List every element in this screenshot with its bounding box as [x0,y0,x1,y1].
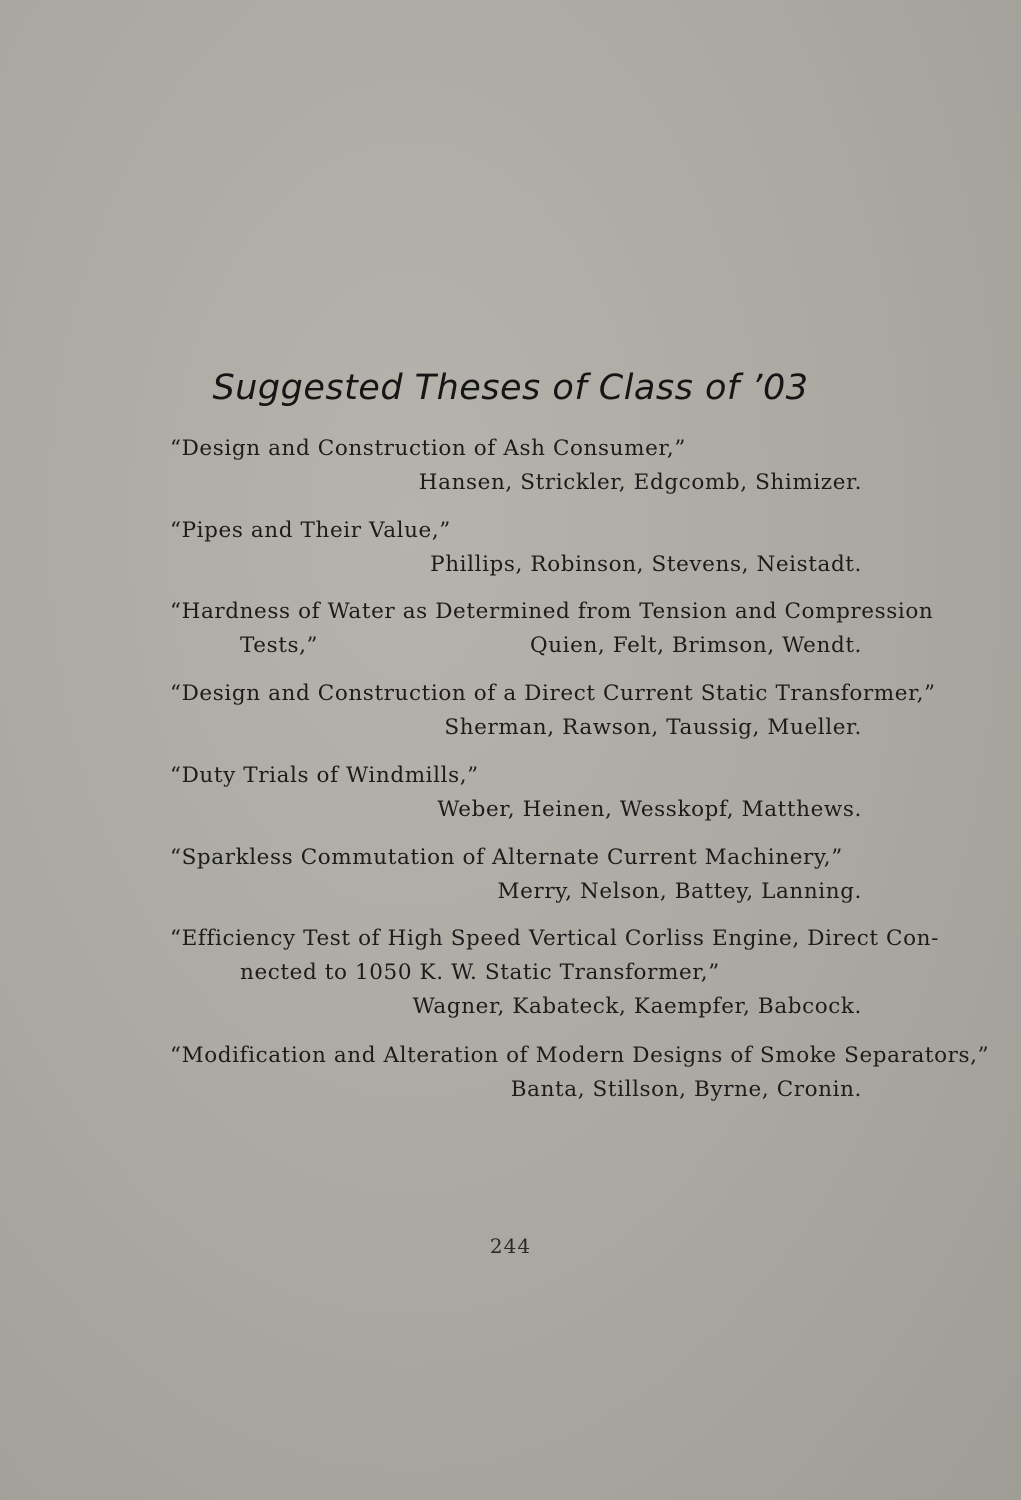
thesis-authors: Quien, Felt, Brimson, Wendt. [529,633,862,658]
thesis-entry [170,759,862,827]
thesis-entry [170,514,862,582]
thesis-title: “Sparkless Commutation of Alternate Current Machinery,” [170,845,843,870]
page-title: Suggested Theses of Class of ’03 [212,368,809,408]
thesis-entry [170,841,862,909]
thesis-title: “Efficiency Test of High Speed Vertical Corliss Engine, Direct Con- [170,926,939,951]
thesis-entry [170,922,939,1024]
thesis-entry [170,432,862,500]
thesis-entry [170,677,936,745]
thesis-authors: Wagner, Kabateck, Kaempfer, Babcock. [412,994,862,1019]
thesis-title: “Pipes and Their Value,” [170,518,451,543]
thesis-authors: Hansen, Strickler, Edgcomb, Shimizer. [418,470,862,495]
thesis-title: “Duty Trials of Windmills,” [170,763,479,788]
thesis-title: “Design and Construction of a Direct Current Static Transformer,” [170,681,936,706]
thesis-title-continuation-row [170,629,862,663]
thesis-entry [170,595,934,663]
thesis-authors: Phillips, Robinson, Stevens, Neistadt. [430,552,862,577]
thesis-title: “Modification and Alteration of Modern Designs of Smoke Separators,” [170,1043,990,1068]
thesis-authors: Banta, Stillson, Byrne, Cronin. [510,1077,862,1102]
thesis-authors: Sherman, Rawson, Taussig, Mueller. [444,715,862,740]
thesis-authors: Weber, Heinen, Wesskopf, Matthews. [437,797,862,822]
thesis-entry [170,1039,990,1107]
thesis-title: “Design and Construction of Ash Consumer,” [170,436,686,461]
thesis-title: “Hardness of Water as Determined from Tension and Compression [170,599,934,624]
thesis-title-continuation: Tests,” [240,633,319,658]
thesis-title-continuation: nected to 1050 K. W. Static Transformer,” [240,960,720,985]
page-number: 244 [489,1234,532,1258]
thesis-authors: Merry, Nelson, Battey, Lanning. [497,879,862,904]
